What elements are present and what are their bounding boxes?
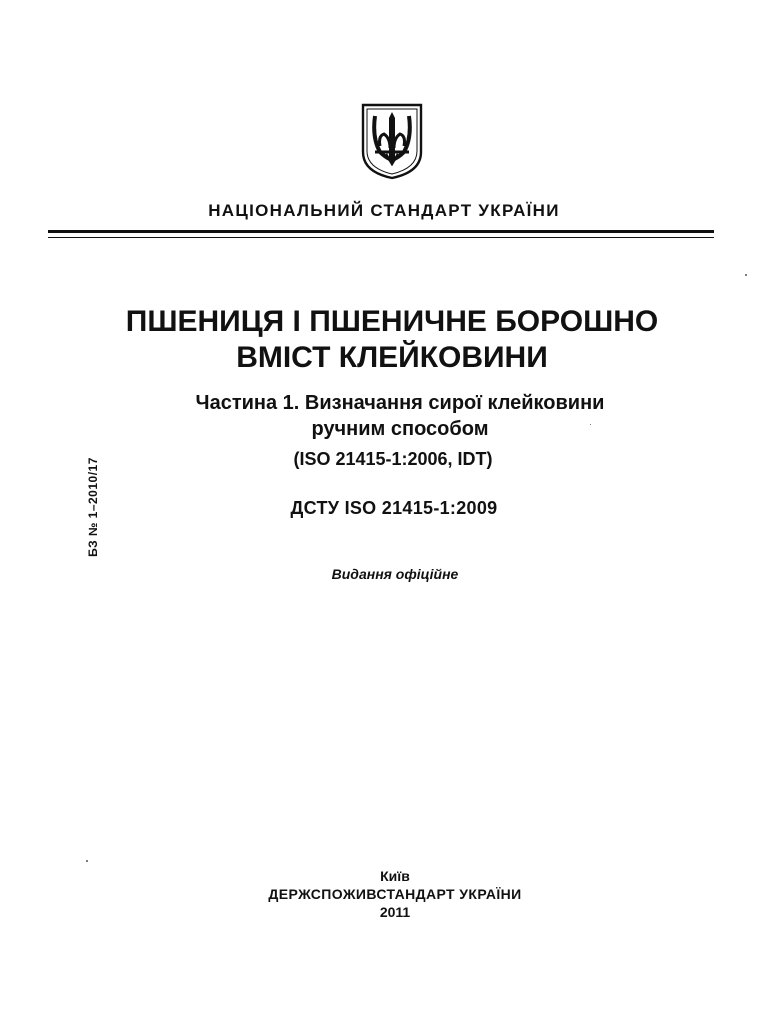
scan-speck	[745, 274, 747, 276]
part-subtitle-line-1: Частина 1. Визначання сирої клейковини	[195, 392, 605, 414]
side-registration-code: БЗ № 1–2010/17	[86, 457, 100, 557]
standard-designation: ДСТУ ISO 21415-1:2009	[290, 498, 498, 518]
footer-city: Київ	[380, 868, 410, 884]
header-rule-thick	[48, 230, 714, 233]
part-subtitle	[0, 390, 768, 442]
trident-coat-of-arms-icon	[360, 102, 424, 180]
document-title-line-2: ВМІСТ КЛЕЙКОВИНИ	[236, 341, 548, 374]
footer-publisher: ДЕРЖСПОЖИВСТАНДАРТ УКРАЇНИ	[268, 886, 522, 902]
header-rule-thin	[48, 237, 714, 238]
document-title	[0, 304, 768, 376]
scan-speck	[86, 860, 88, 862]
scan-speck	[590, 424, 591, 425]
document-title-line-1: ПШЕНИЦЯ І ПШЕНИЧНЕ БОРОШНО	[125, 305, 659, 338]
iso-reference: (ISO 21415-1:2006, IDT)	[293, 449, 493, 469]
part-subtitle-line-2: ручним способом	[311, 418, 489, 440]
edition-note: Видання офіційне	[331, 566, 459, 582]
footer-year: 2011	[379, 904, 411, 920]
header-title: НАЦІОНАЛЬНИЙ СТАНДАРТ УКРАЇНИ	[208, 201, 560, 220]
